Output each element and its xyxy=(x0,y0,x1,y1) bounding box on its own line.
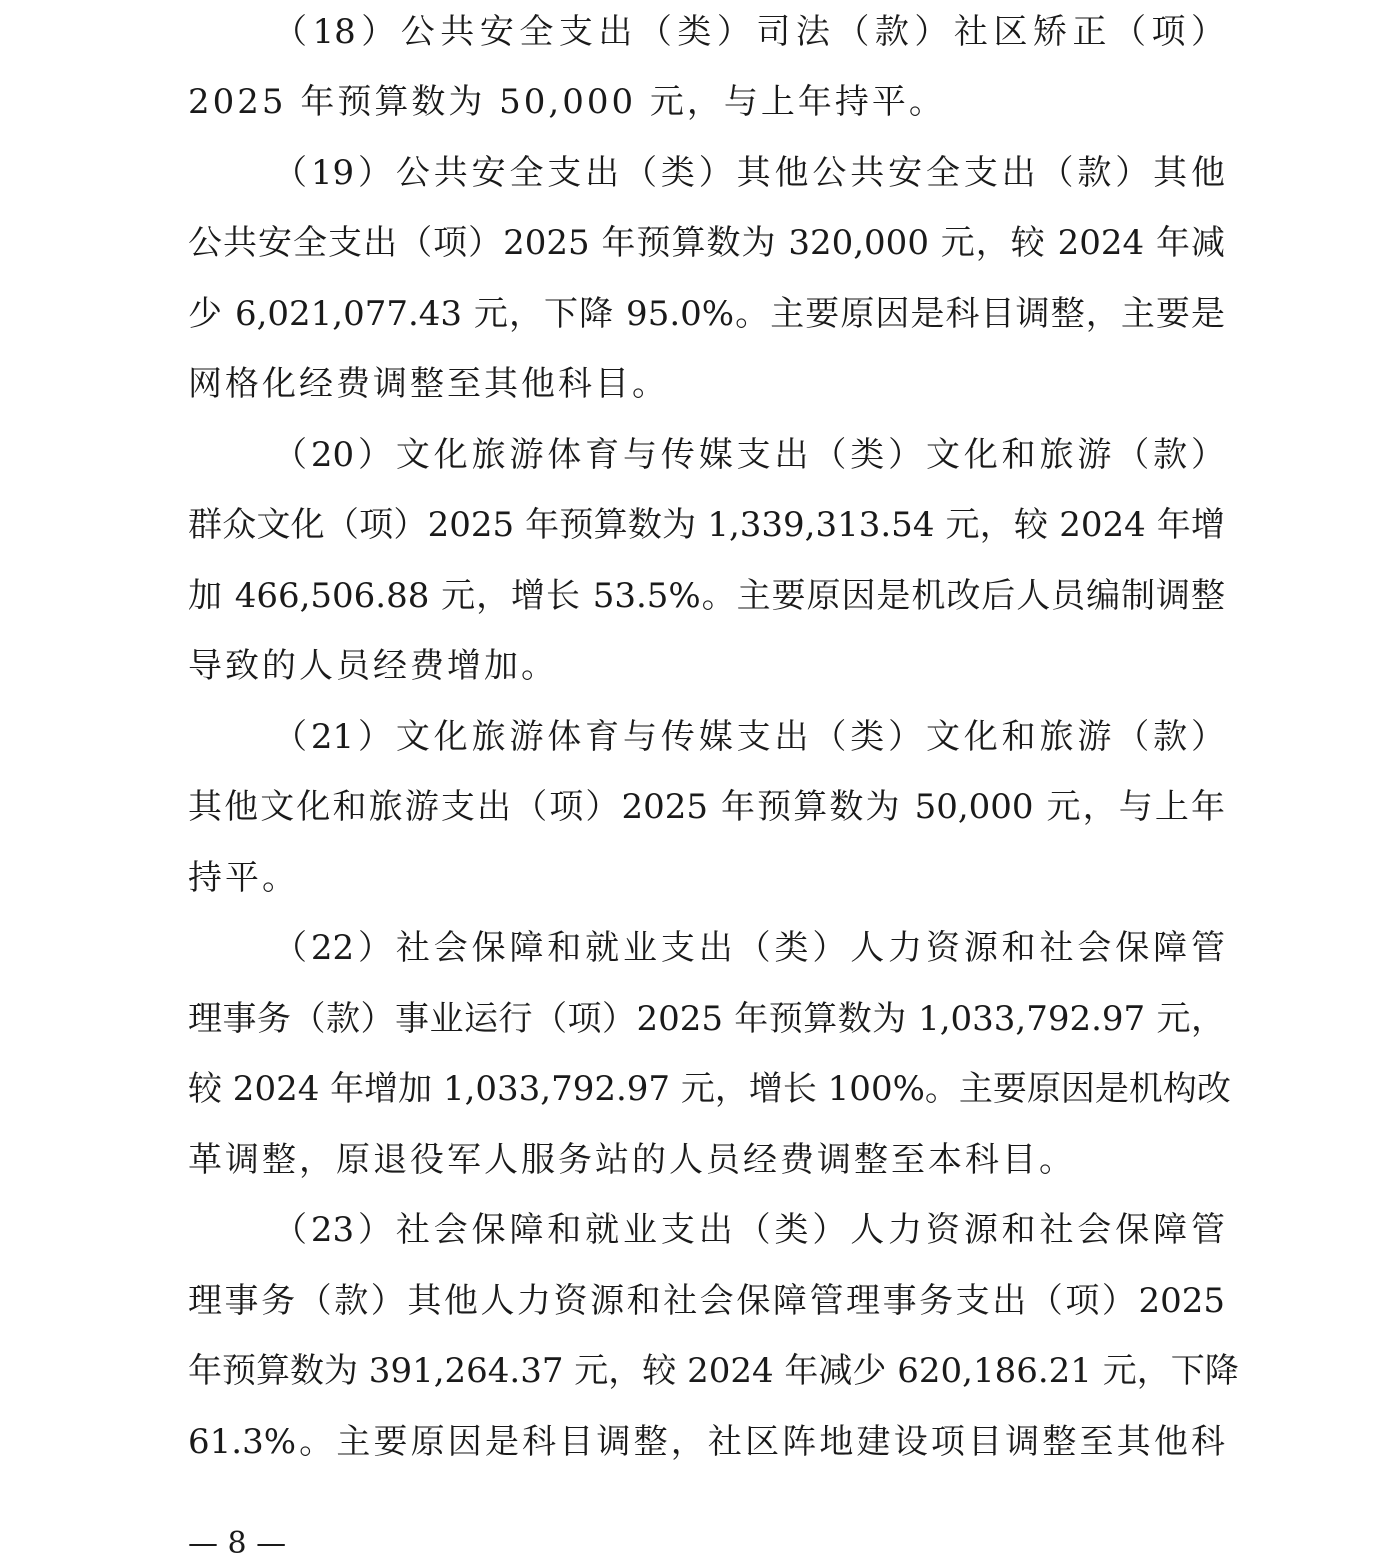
paragraph-18-line-1: （18）公共安全支出（类）司法（款）社区矫正（项） xyxy=(273,12,1225,52)
paragraph-23-line-3: 年预算数为 391,264.37 元，较 2024 年减少 620,186.21 元，下降 xyxy=(188,1351,1239,1391)
paragraph-21-line-3: 持平。 xyxy=(188,858,299,898)
paragraph-22-line-4: 革调整，原退役军人服务站的人员经费调整至本科目。 xyxy=(188,1140,1076,1180)
paragraph-20-line-1: （20）文化旅游体育与传媒支出（类）文化和旅游（款） xyxy=(273,435,1225,475)
paragraph-20-line-4: 导致的人员经费增加。 xyxy=(188,646,558,686)
paragraph-22-line-3: 较 2024 年增加 1,033,792.97 元，增长 100%。主要原因是机构改 xyxy=(188,1069,1231,1109)
paragraph-19-line-2: 公共安全支出（项）2025 年预算数为 320,000 元，较 2024 年减 xyxy=(188,223,1225,263)
paragraph-20-line-3: 加 466,506.88 元，增长 53.5%。主要原因是机改后人员编制调整 xyxy=(188,576,1225,616)
paragraph-18-line-2: 2025 年预算数为 50,000 元，与上年持平。 xyxy=(188,82,946,122)
page-number: — 8 — xyxy=(188,1526,287,1561)
paragraph-19-line-1: （19）公共安全支出（类）其他公共安全支出（款）其他 xyxy=(273,153,1225,193)
paragraph-22-line-1: （22）社会保障和就业支出（类）人力资源和社会保障管 xyxy=(273,928,1225,968)
paragraph-22-line-2: 理事务（款）事业运行（项）2025 年预算数为 1,033,792.97 元， xyxy=(188,999,1225,1039)
paragraph-23-line-2: 理事务（款）其他人力资源和社会保障管理事务支出（项）2025 xyxy=(188,1281,1225,1321)
paragraph-20-line-2: 群众文化（项）2025 年预算数为 1,339,313.54 元，较 2024 年增 xyxy=(188,505,1225,545)
paragraph-21-line-1: （21）文化旅游体育与传媒支出（类）文化和旅游（款） xyxy=(273,717,1225,757)
paragraph-19-line-4: 网格化经费调整至其他科目。 xyxy=(188,364,669,404)
paragraph-23-line-4: 61.3%。主要原因是科目调整，社区阵地建设项目调整至其他科 xyxy=(188,1422,1225,1462)
paragraph-19-line-3: 少 6,021,077.43 元，下降 95.0%。主要原因是科目调整，主要是 xyxy=(188,294,1225,334)
paragraph-23-line-1: （23）社会保障和就业支出（类）人力资源和社会保障管 xyxy=(273,1210,1225,1250)
paragraph-21-line-2: 其他文化和旅游支出（项）2025 年预算数为 50,000 元，与上年 xyxy=(188,787,1225,827)
